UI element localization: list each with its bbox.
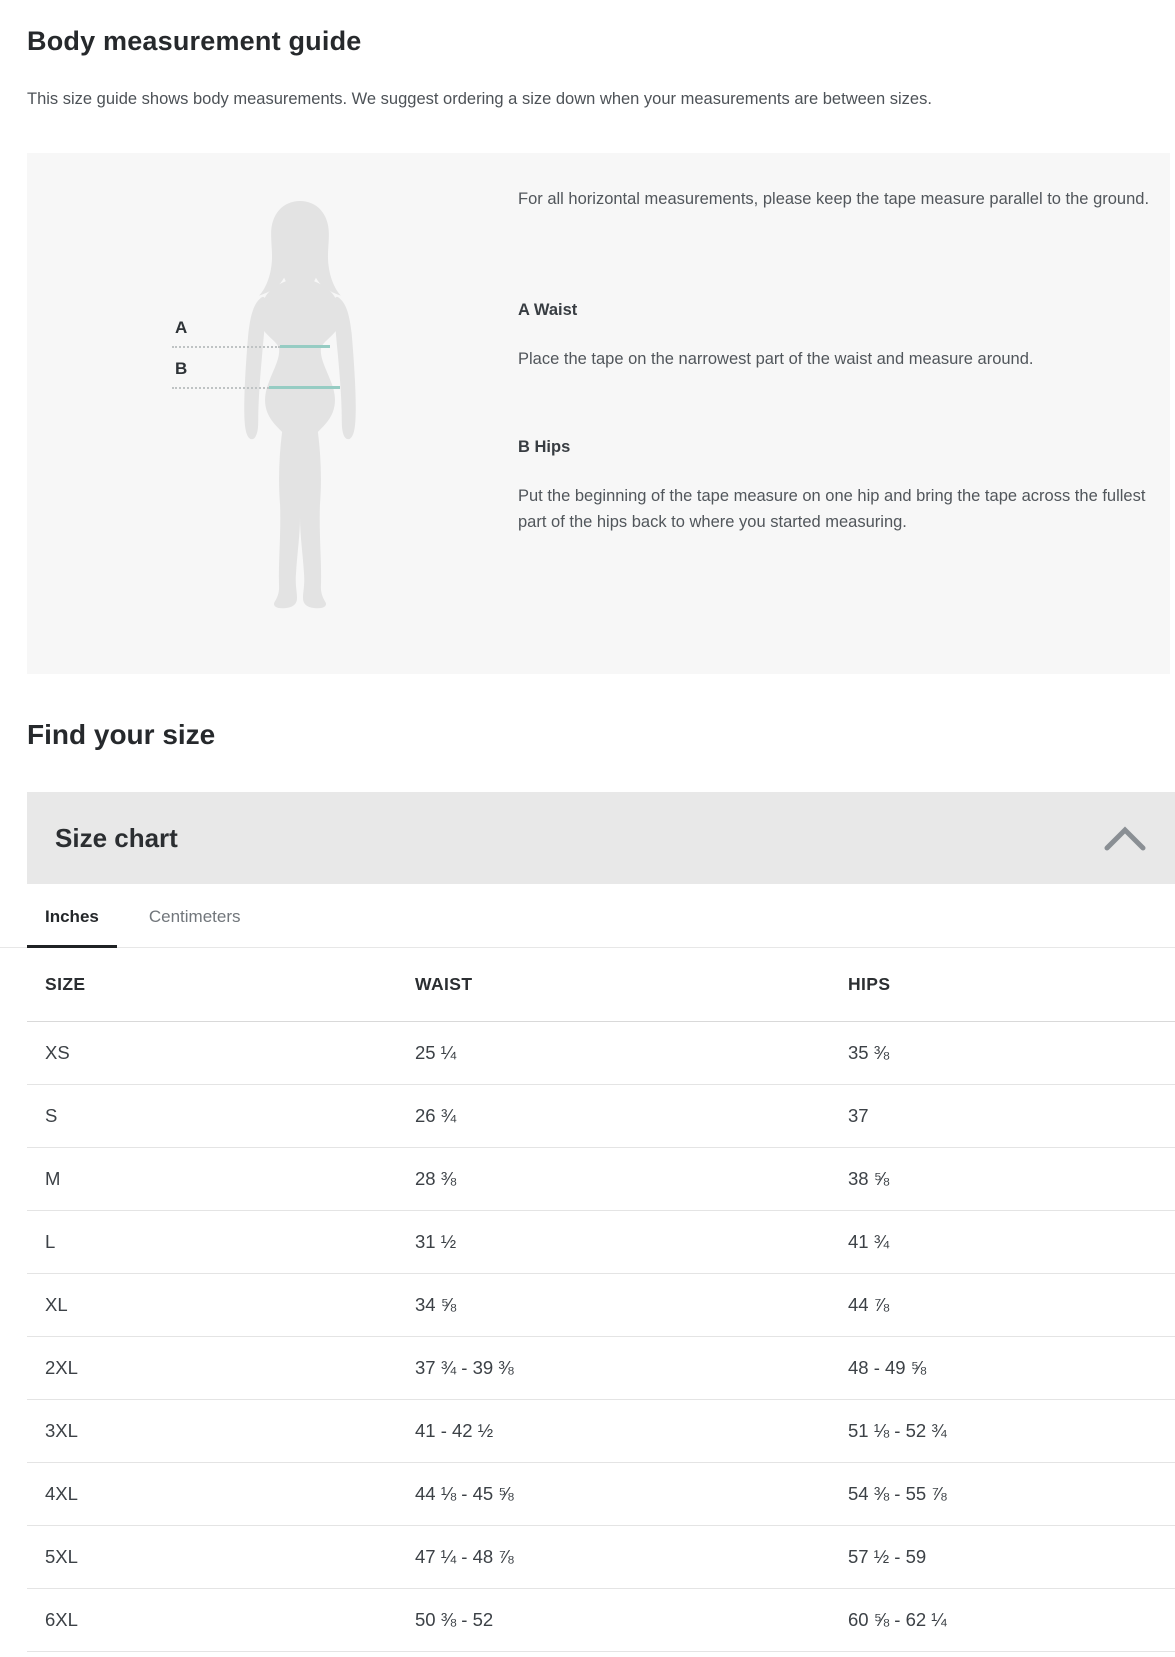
size-cell: 2XL — [45, 1357, 78, 1378]
size-cell: 3XL — [45, 1420, 78, 1441]
waist-tape-line — [280, 345, 330, 348]
size-cell: S — [45, 1105, 58, 1126]
size-cell: XL — [45, 1294, 68, 1315]
size-cell: XS — [45, 1042, 70, 1063]
hips-cell: 60 ⅝ - 62 ¼ — [848, 1609, 947, 1630]
hips-cell: 57 ½ - 59 — [848, 1546, 927, 1567]
hips-section-label: B Hips — [518, 438, 571, 456]
table-row — [27, 1589, 1175, 1652]
hips-cell: 48 - 49 ⅝ — [848, 1357, 927, 1378]
hips-tape-line — [269, 386, 340, 389]
size-cell: L — [45, 1231, 56, 1252]
hips-cell: 54 ⅜ - 55 ⅞ — [848, 1483, 947, 1504]
hips-measure-line — [172, 386, 340, 389]
hips-cell: 41 ¾ — [848, 1231, 890, 1252]
waist-cell: 41 - 42 ½ — [415, 1420, 494, 1441]
table-row — [27, 1526, 1175, 1589]
chevron-up-icon[interactable] — [1103, 824, 1147, 852]
hips-cell: 35 ⅜ — [848, 1042, 890, 1063]
size-cell: 5XL — [45, 1546, 78, 1567]
page-title: Body measurement guide — [27, 26, 362, 56]
table-row — [27, 1022, 1175, 1085]
size-chart-accordion-header[interactable] — [27, 792, 1175, 884]
table-row — [27, 1274, 1175, 1337]
body-silhouette — [200, 197, 400, 615]
size-cell: 6XL — [45, 1609, 78, 1630]
table-row — [27, 1463, 1175, 1526]
hips-leader-line — [172, 387, 269, 389]
size-chart-table — [27, 948, 1175, 1652]
waist-cell: 31 ½ — [415, 1231, 457, 1252]
waist-cell: 37 ¾ - 39 ⅜ — [415, 1357, 514, 1378]
column-header-size: SIZE — [45, 974, 86, 994]
measurement-guide-panel — [27, 153, 1170, 674]
waist-cell: 28 ⅜ — [415, 1168, 457, 1189]
marker-a-label: A — [175, 318, 188, 337]
table-row — [27, 1337, 1175, 1400]
waist-section-label: A Waist — [518, 301, 578, 319]
hips-cell: 37 — [848, 1105, 869, 1126]
size-chart-heading: Size chart — [55, 822, 178, 853]
hips-cell: 44 ⅞ — [848, 1294, 890, 1315]
table-header-row — [27, 948, 1175, 1022]
table-row — [27, 1148, 1175, 1211]
size-cell: 4XL — [45, 1483, 78, 1504]
column-header-hips: HIPS — [848, 974, 891, 994]
page-intro: This size guide shows body measurements. We suggest ordering a size down when your measurements are between sizes. — [27, 90, 932, 108]
waist-cell: 50 ⅜ - 52 — [415, 1609, 494, 1630]
measurement-instruction: For all horizontal measurements, please keep the tape measure parallel to the ground. — [518, 190, 1150, 208]
waist-measure-line — [172, 345, 330, 348]
waist-cell: 34 ⅝ — [415, 1294, 457, 1315]
unit-tabs — [0, 893, 1175, 948]
tab-inches[interactable]: Inches — [27, 894, 117, 948]
marker-b-label: B — [175, 359, 188, 378]
waist-leader-line — [172, 346, 280, 348]
find-your-size-heading: Find your size — [27, 719, 216, 750]
hips-section-text: Put the beginning of the tape measure on one hip and bring the tape across the fullest part of the hips back to where you started measuring. — [518, 487, 1146, 531]
column-header-waist: WAIST — [415, 974, 473, 994]
tab-centimeters[interactable]: Centimeters — [148, 907, 241, 926]
waist-cell: 26 ¾ — [415, 1105, 457, 1126]
waist-cell: 44 ⅛ - 45 ⅝ — [415, 1483, 514, 1504]
waist-section-text: Place the tape on the narrowest part of the waist and measure around. — [518, 350, 1034, 368]
table-row — [27, 1085, 1175, 1148]
hips-cell: 51 ⅛ - 52 ¾ — [848, 1420, 947, 1441]
table-row — [27, 1211, 1175, 1274]
waist-cell: 25 ¼ — [415, 1042, 457, 1063]
waist-cell: 47 ¼ - 48 ⅞ — [415, 1546, 514, 1567]
table-row — [27, 1400, 1175, 1463]
size-cell: M — [45, 1168, 61, 1189]
hips-cell: 38 ⅝ — [848, 1168, 890, 1189]
